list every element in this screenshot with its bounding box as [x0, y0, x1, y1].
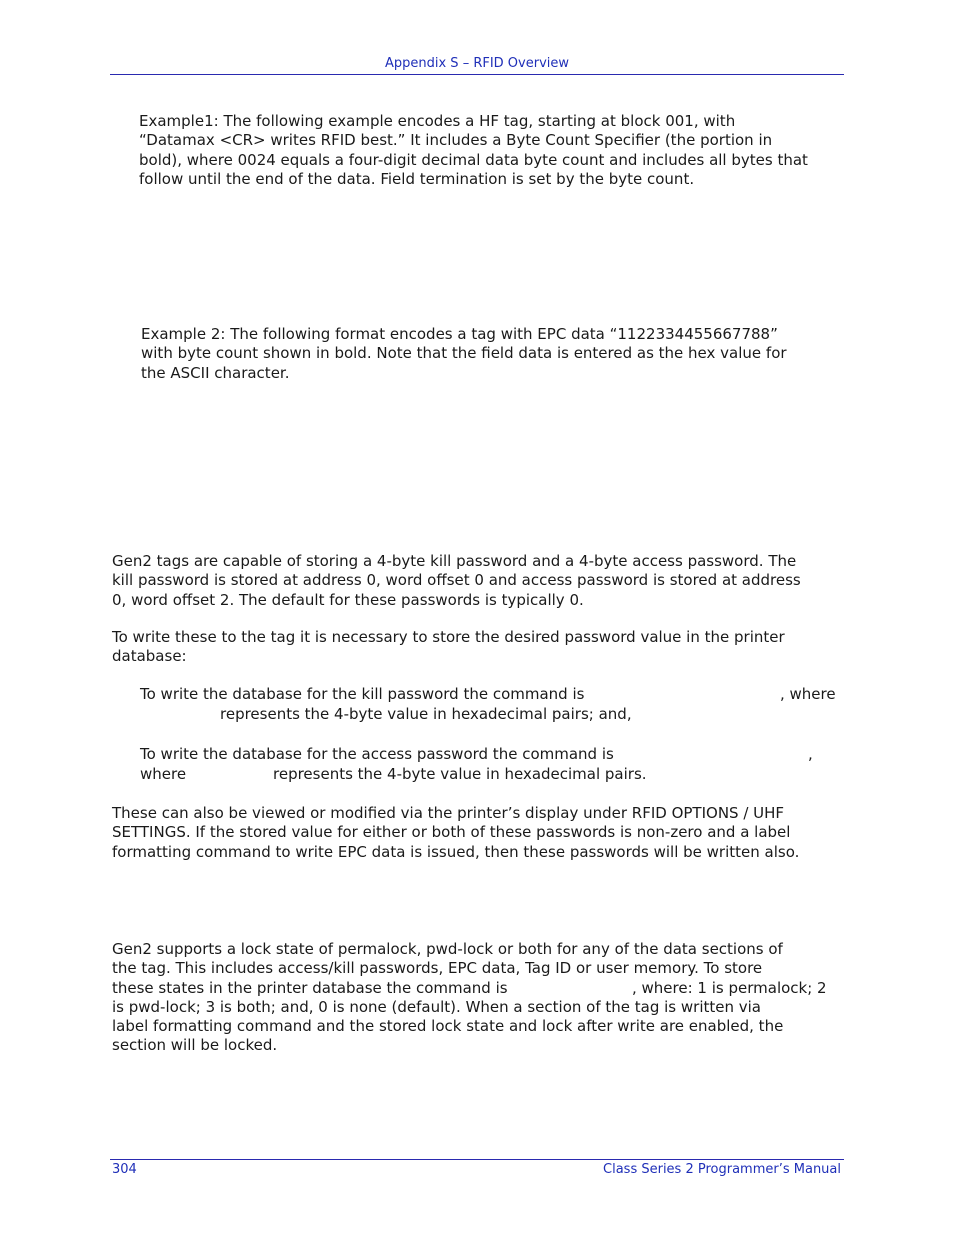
lock-line: label formatting command and the stored lock state and lock after write are enabled, the: [112, 1017, 784, 1036]
lock-line-right: , where: 1 is permalock; 2: [632, 978, 827, 997]
display-note-paragraph: [112, 804, 799, 862]
access-item-where: where: [140, 765, 187, 783]
passwords-intro-line: kill password is stored at address 0, word offset 0 and access password is stored at address: [112, 571, 801, 590]
access-password-item: [140, 745, 614, 764]
example1-paragraph: [139, 112, 808, 189]
lock-line-left: these states in the printer database the command is: [112, 978, 508, 997]
passwords-intro-line: 0, word offset 2. The default for these passwords is typically 0.: [112, 590, 584, 609]
footer-rule: [110, 1159, 844, 1160]
write-intro-paragraph: [112, 628, 785, 667]
example1-line: bold), where 0024 equals a four-digit decimal data byte count and includes all bytes that: [139, 150, 808, 169]
example2-line: with byte count shown in bold. Note that the field data is entered as the hex value for: [141, 344, 787, 363]
lock-line: Gen2 supports a lock state of permalock, pwd-lock or both for any of the data sections of: [112, 940, 783, 958]
header-rule: [110, 74, 844, 75]
write-intro-line: To write these to the tag it is necessary to store the desired password value in the printer: [112, 628, 785, 646]
page-number: 304: [112, 1162, 137, 1177]
example1-line: follow until the end of the data. Field termination is set by the byte count.: [139, 169, 695, 188]
kill-item-text: To write the database for the kill password the command is: [140, 685, 585, 703]
access-item-description: represents the 4-byte value in hexadecimal pairs.: [273, 765, 647, 783]
access-item-text: To write the database for the access password the command is: [140, 745, 614, 763]
display-note-line: These can also be viewed or modified via the printer’s display under RFID OPTIONS / UHF: [112, 804, 785, 822]
lock-line: section will be locked.: [112, 1036, 278, 1055]
example1-line: Example1: The following example encodes a HF tag, starting at block 001, with: [139, 112, 736, 130]
write-intro-line: database:: [112, 647, 187, 666]
lock-paragraph: [112, 940, 827, 1056]
lock-line: is pwd-lock; 3 is both; and, 0 is none (default). When a section of the tag is written via: [112, 997, 761, 1016]
example1-line: “Datamax <CR> writes RFID best.” It includes a Byte Count Specifier (the portion in: [139, 131, 773, 150]
passwords-intro-line: Gen2 tags are capable of storing a 4-byte kill password and a 4-byte access password. The: [112, 552, 797, 570]
access-item-suffix: ,: [808, 745, 813, 763]
kill-item-suffix: , where: [780, 685, 836, 703]
display-note-line: formatting command to write EPC data is issued, then these passwords will be written also.: [112, 842, 800, 861]
example2-paragraph: [141, 325, 787, 383]
lock-line: the tag. This includes access/kill passwords, EPC data, Tag ID or user memory. To store: [112, 959, 763, 978]
display-note-line: SETTINGS. If the stored value for either or both of these passwords is non-zero and a label: [112, 823, 791, 842]
lock-line: [112, 978, 827, 998]
kill-item-description: represents the 4-byte value in hexadecimal pairs; and,: [220, 705, 632, 723]
example2-line: Example 2: The following format encodes a tag with EPC data “1122334455667788”: [141, 325, 778, 343]
kill-password-item: [140, 685, 584, 704]
passwords-intro-paragraph: [112, 552, 801, 610]
example2-line: the ASCII character.: [141, 363, 290, 382]
running-header: Appendix S – RFID Overview: [384, 56, 570, 71]
manual-title: Class Series 2 Programmer’s Manual: [603, 1162, 841, 1177]
